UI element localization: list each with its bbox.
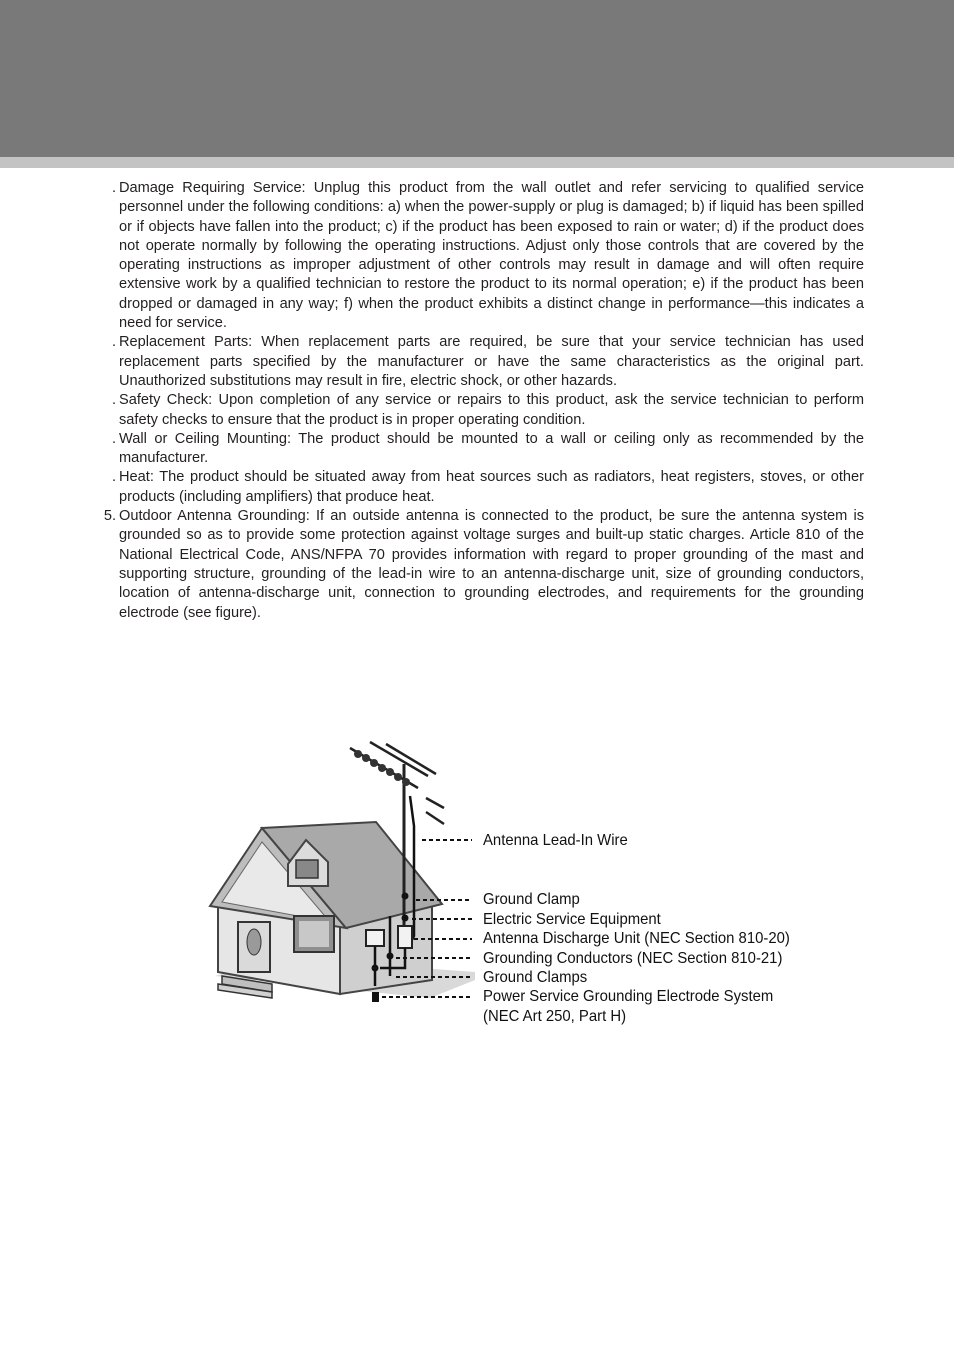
front-window-pane	[299, 921, 329, 947]
list-marker: .	[111, 180, 116, 196]
header-band	[0, 0, 954, 157]
antenna-grounding-figure	[200, 736, 820, 1036]
dormer-window	[296, 860, 318, 878]
list-marker: .	[111, 469, 116, 486]
list-item-damage-service	[92, 179, 864, 333]
list-item-wall-mounting	[92, 430, 864, 469]
list-item-text: Wall or Ceiling Mounting: The product should be mounted to a wall or ceiling only as recommended by the manufacturer.	[119, 430, 864, 467]
list-item-heat	[92, 468, 864, 507]
list-item-text: Safety Check: Upon completion of any service or repairs to this product, ask the service technician to perform safety checks to ensure that the product is in proper operating condition.	[119, 392, 864, 428]
list-item-replacement-parts	[92, 333, 864, 391]
label-electric-service: Electric Service Equipment	[483, 911, 661, 928]
electric-service-box	[366, 930, 384, 946]
list-item-text: Outdoor Antenna Grounding: If an outside antenna is connected to the product, be sure the antenna system is grounded so as to provide some protection against voltage surges and built-up static charges. Article 810 of the National Electrical Code, ANS/NFPA 70 provides information with regard to proper grounding of the mast and supporting structure, grounding of the lead-in wire to an antenna-discharge unit, size of grounding conductors, location of antenna-discharge unit, connection to grounding electrodes, and requirements for the grounding electrode (see figure).	[119, 508, 864, 621]
label-antenna-lead-in: Antenna Lead-In Wire	[483, 832, 628, 849]
list-item-text: Replacement Parts: When replacement parts are required, be sure that your service technician has used replacement parts specified by the manufacturer or have the same characteristics as the original part. Unauthorized substitutions may result in fire, electric shock, or other hazards.	[119, 334, 864, 389]
door-window	[247, 929, 261, 955]
list-item-text: Damage Requiring Service: Unplug this product from the wall outlet and refer servicing to qualified service personnel under the following conditions: a) when the power-supply or plug is damaged; b) if liquid has been spilled or if objects have fallen into the product; c) if the product has been exposed to rain or water; d) if the product does not operate normally by following the operating instructions. Adjust only those controls that are covered by the operating instructions as improper adjustment of other controls may result in damage and will often require extensive work by a qualified technician to restore the product to its normal operation; e) if the product has been dropped or damaged in any way; f) when the product exhibits a distinct change in performance—this indicates a need for service.	[119, 180, 864, 332]
discharge-unit	[398, 926, 412, 948]
list-item-antenna-grounding	[92, 507, 864, 623]
grounding-electrode	[372, 992, 379, 1002]
list-marker: .	[111, 392, 116, 409]
list-marker: .	[111, 334, 116, 351]
list-item-text: Heat: The product should be situated away from heat sources such as radiators, heat registers, stoves, or other products (including amplifiers) that produce heat.	[119, 469, 864, 505]
label-electrode-reference: (NEC Art 250, Part H)	[483, 1008, 627, 1025]
header-stripe	[0, 157, 954, 168]
label-ground-clamp: Ground Clamp	[483, 891, 580, 908]
safety-instructions-list	[92, 179, 864, 623]
label-grounding-conductors: Grounding Conductors (NEC Section 810-21)	[483, 950, 783, 967]
list-marker: .	[111, 430, 116, 447]
antenna-array	[350, 742, 444, 824]
list-marker: 5.	[103, 508, 116, 525]
label-discharge-unit: Antenna Discharge Unit (NEC Section 810-20)	[483, 930, 790, 947]
label-electrode-system: Power Service Grounding Electrode System	[483, 988, 774, 1005]
label-ground-clamps: Ground Clamps	[483, 969, 588, 986]
list-item-safety-check	[92, 391, 864, 430]
